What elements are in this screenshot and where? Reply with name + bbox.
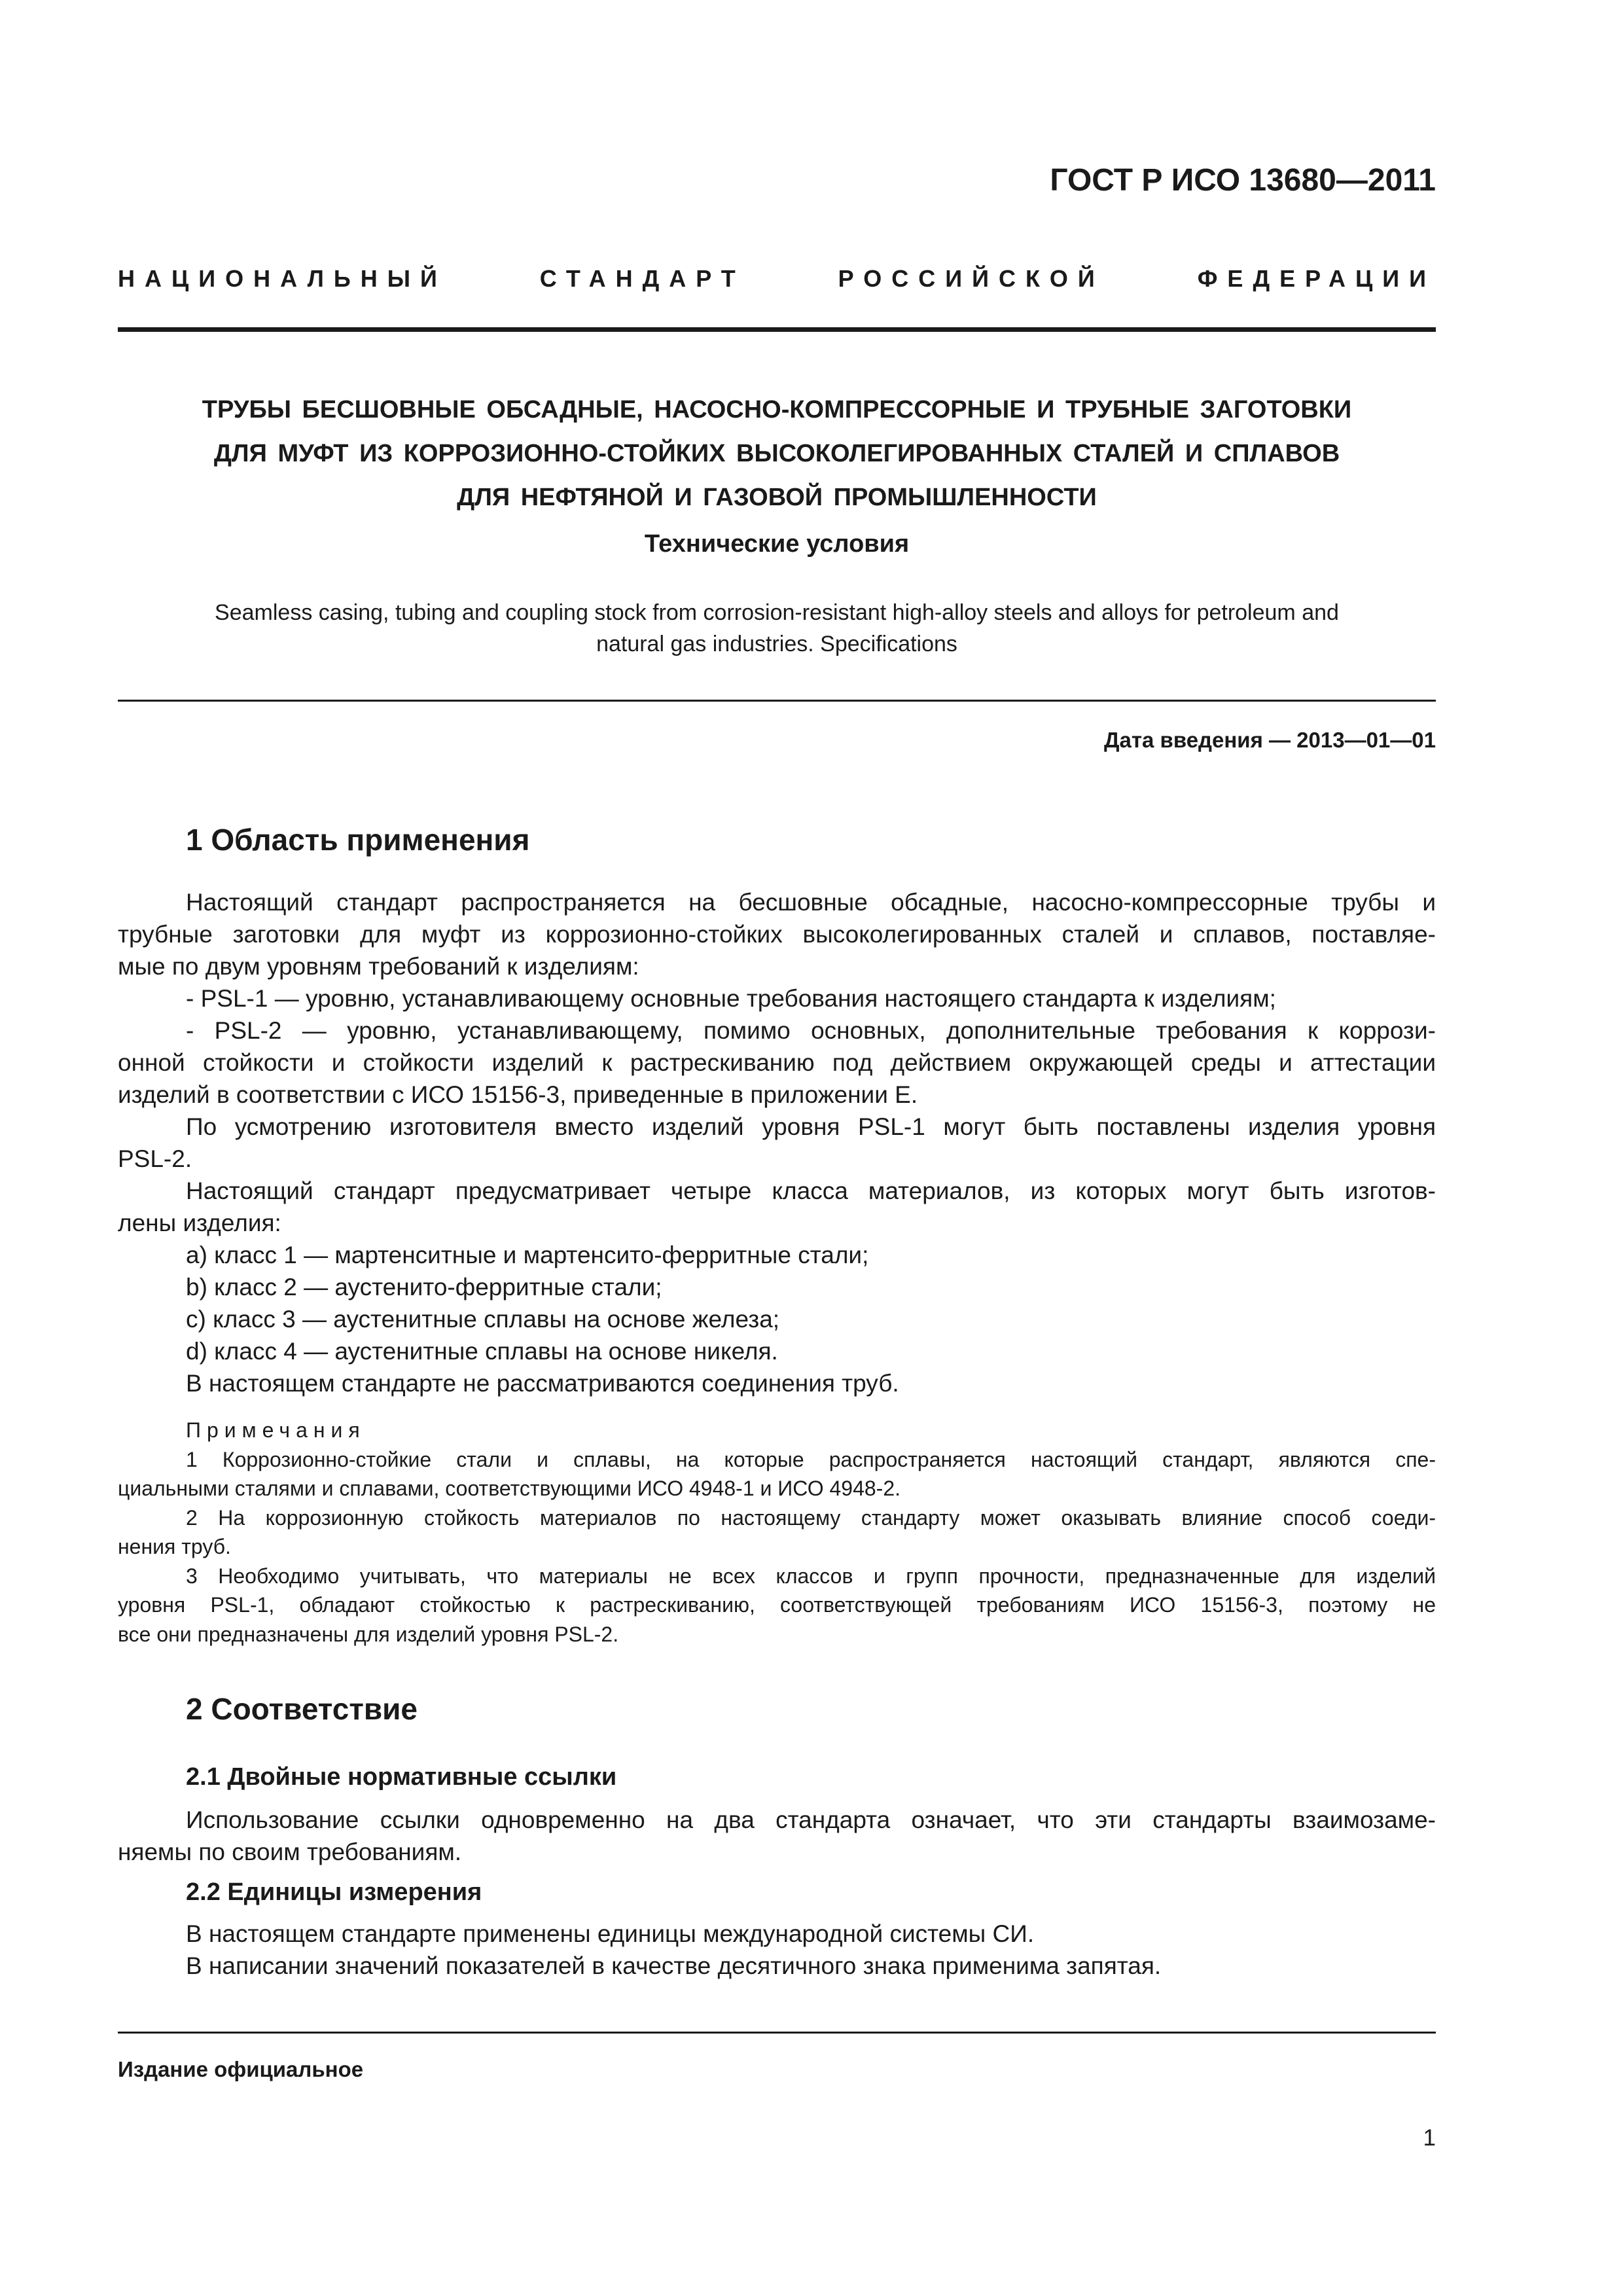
paragraph-line: трубные заготовки для муфт из коррозионно-стойких высоколегированных сталей и сплавов, поставляе- xyxy=(118,921,1436,948)
note-line: все они предназначены для изделий уровня PSL-2. xyxy=(118,1622,619,1646)
english-title-line: Seamless casing, tubing and coupling stock from corrosion-resistant high-alloy steels and alloys for petroleum and xyxy=(215,600,1339,625)
paragraph-line: По усмотрению изготовителя вместо изделий уровня PSL-1 могут быть поставлены изделия уровня xyxy=(186,1113,1436,1140)
title-rule xyxy=(118,700,1436,702)
english-title-line: natural gas industries. Specifications xyxy=(596,632,957,656)
list-item: b) класс 2 — аустенито-ферритные стали; xyxy=(186,1274,662,1300)
page-number: 1 xyxy=(1423,2125,1436,2151)
paragraph-line: мые по двум уровням требований к изделиям: xyxy=(118,953,639,980)
standard-code: ГОСТ Р ИСО 13680—2011 xyxy=(1050,163,1436,198)
subsection-2-1-body xyxy=(118,1804,1436,1868)
section-1-heading: 1 Область применения xyxy=(186,823,530,857)
note-line: уровня PSL-1, обладают стойкостью к растрескиванию, соответствующей требованиям ИСО 15156-3, поэтому не xyxy=(118,1593,1436,1617)
section-2-heading: 2 Соответствие xyxy=(186,1692,418,1726)
notes-block xyxy=(118,1416,1436,1649)
note-line: нения труб. xyxy=(118,1535,231,1558)
paragraph-line: PSL-2. xyxy=(118,1145,192,1172)
subsection-2-2-heading: 2.2 Единицы измерения xyxy=(186,1878,482,1906)
note-line: 1 Коррозионно-стойкие стали и сплавы, на которые распространяется настоящий стандарт, являются спе- xyxy=(186,1447,1436,1471)
list-item: - PSL-2 — уровню, устанавливающему, помимо основных, дополнительные требования к коррози- xyxy=(186,1017,1436,1044)
document-title xyxy=(118,388,1436,520)
header-rule xyxy=(118,327,1436,332)
note-line: 2 На коррозионную стойкость материалов по настоящему стандарту может оказывать влияние способ соеди- xyxy=(186,1505,1436,1530)
subsection-2-1-heading: 2.1 Двойные нормативные ссылки xyxy=(186,1763,617,1791)
note-line: 3 Необходимо учитывать, что материалы не всех классов и групп прочности, предназначенные для изделий xyxy=(186,1564,1436,1588)
footer-rule xyxy=(118,2032,1436,2034)
list-item: - PSL-1 — уровню, устанавливающему основные требования настоящего стандарта к изделиям; xyxy=(186,985,1276,1012)
introduction-date: Дата введения — 2013—01—01 xyxy=(1104,728,1436,752)
paragraph-line: В написании значений показателей в качестве десятичного знака применима запятая. xyxy=(186,1952,1162,1979)
paragraph-line: Настоящий стандарт предусматривает четыре класса материалов, из которых могут быть изготов- xyxy=(186,1177,1436,1204)
section-1-body xyxy=(118,886,1436,1399)
title-line: ДЛЯ НЕФТЯНОЙ И ГАЗОВОЙ ПРОМЫШЛЕННОСТИ xyxy=(457,484,1097,511)
title-line: ДЛЯ МУФТ ИЗ КОРРОЗИОННО-СТОЙКИХ ВЫСОКОЛЕГИРОВАННЫХ СТАЛЕЙ И СПЛАВОВ xyxy=(213,440,1340,467)
note-line: циальными сталями и сплавами, соответствующими ИСО 4948-1 и ИСО 4948-2. xyxy=(118,1477,901,1500)
list-item: a) класс 1 — мартенситные и мартенсито-ферритные стали; xyxy=(186,1242,869,1268)
paragraph-line: В настоящем стандарте применены единицы международной системы СИ. xyxy=(186,1920,1035,1947)
official-edition-label: Издание официальное xyxy=(118,2057,364,2081)
paragraph-line: лены изделия: xyxy=(118,1210,281,1236)
paragraph-line: няемы по своим требованиям. xyxy=(118,1839,462,1865)
paragraph-line: В настоящем стандарте не рассматриваются соединения труб. xyxy=(186,1370,899,1397)
national-standard-banner: НАЦИОНАЛЬНЫЙ СТАНДАРТ РОССИЙСКОЙ ФЕДЕРАЦИИ xyxy=(118,265,1436,292)
subsection-2-2-body xyxy=(118,1918,1436,1982)
title-line: ТРУБЫ БЕСШОВНЫЕ ОБСАДНЫЕ, НАСОСНО-КОМПРЕССОРНЫЕ И ТРУБНЫЕ ЗАГОТОВКИ xyxy=(202,396,1352,423)
paragraph-line: изделий в соответствии с ИСО 15156-3, приведенные в приложении Е. xyxy=(118,1081,918,1108)
paragraph-line: онной стойкости и стойкости изделий к растрескиванию под действием окружающей среды и аттестации xyxy=(118,1049,1436,1076)
paragraph-line: Использование ссылки одновременно на два стандарта означает, что эти стандарты взаимозаме- xyxy=(186,1806,1436,1833)
notes-title: Примечания xyxy=(186,1418,366,1442)
list-item: d) класс 4 — аустенитные сплавы на основе никеля. xyxy=(186,1338,778,1365)
document-subtitle: Технические условия xyxy=(644,530,910,558)
english-title xyxy=(118,597,1436,660)
paragraph-line: Настоящий стандарт распространяется на бесшовные обсадные, насосно-компрессорные трубы и xyxy=(186,889,1436,916)
list-item: c) класс 3 — аустенитные сплавы на основе железа; xyxy=(186,1306,780,1333)
